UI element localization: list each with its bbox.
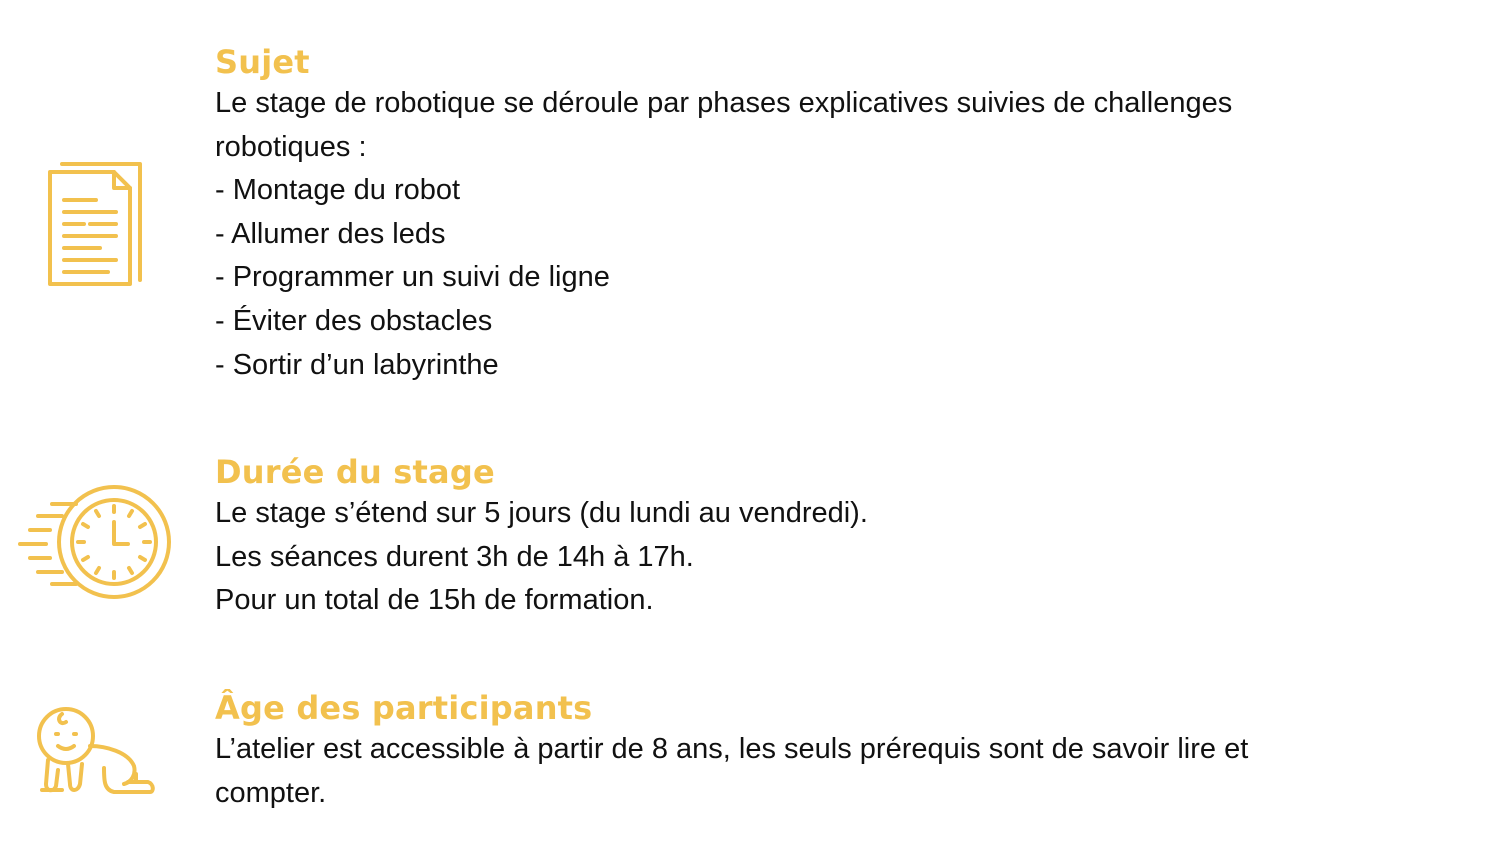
- text-line: Le stage s’étend sur 5 jours (du lundi au vendredi).: [215, 497, 868, 529]
- text-line: L’atelier est accessible à partir de 8 ans, les seuls prérequis sont de savoir lire et: [215, 733, 1249, 765]
- section-age-content: [215, 688, 1445, 815]
- section-duree-content: [215, 452, 1445, 623]
- fast-clock-icon: [16, 482, 176, 604]
- section-sujet-content: [215, 42, 1445, 387]
- list-item: - Allumer des leds: [215, 217, 446, 250]
- text-line: Les séances durent 3h de 14h à 17h.: [215, 540, 694, 573]
- section-title: Âge des participants: [215, 689, 593, 727]
- text-line: Le stage de robotique se déroule par phases explicatives suivies de challenges: [215, 87, 1233, 119]
- text-line: compter.: [215, 776, 327, 809]
- text-line: robotiques :: [215, 130, 367, 163]
- list-item: - Éviter des obstacles: [215, 304, 493, 337]
- section-title: Durée du stage: [215, 453, 495, 491]
- crawling-baby-icon: [32, 704, 156, 802]
- section-title: Sujet: [215, 43, 310, 81]
- list-item: - Montage du robot: [215, 174, 461, 207]
- text-line: Pour un total de 15h de formation.: [215, 584, 654, 617]
- list-item: - Programmer un suivi de ligne: [215, 261, 610, 294]
- list-item: - Sortir d’un labyrinthe: [215, 348, 499, 381]
- document-icon: [44, 156, 148, 288]
